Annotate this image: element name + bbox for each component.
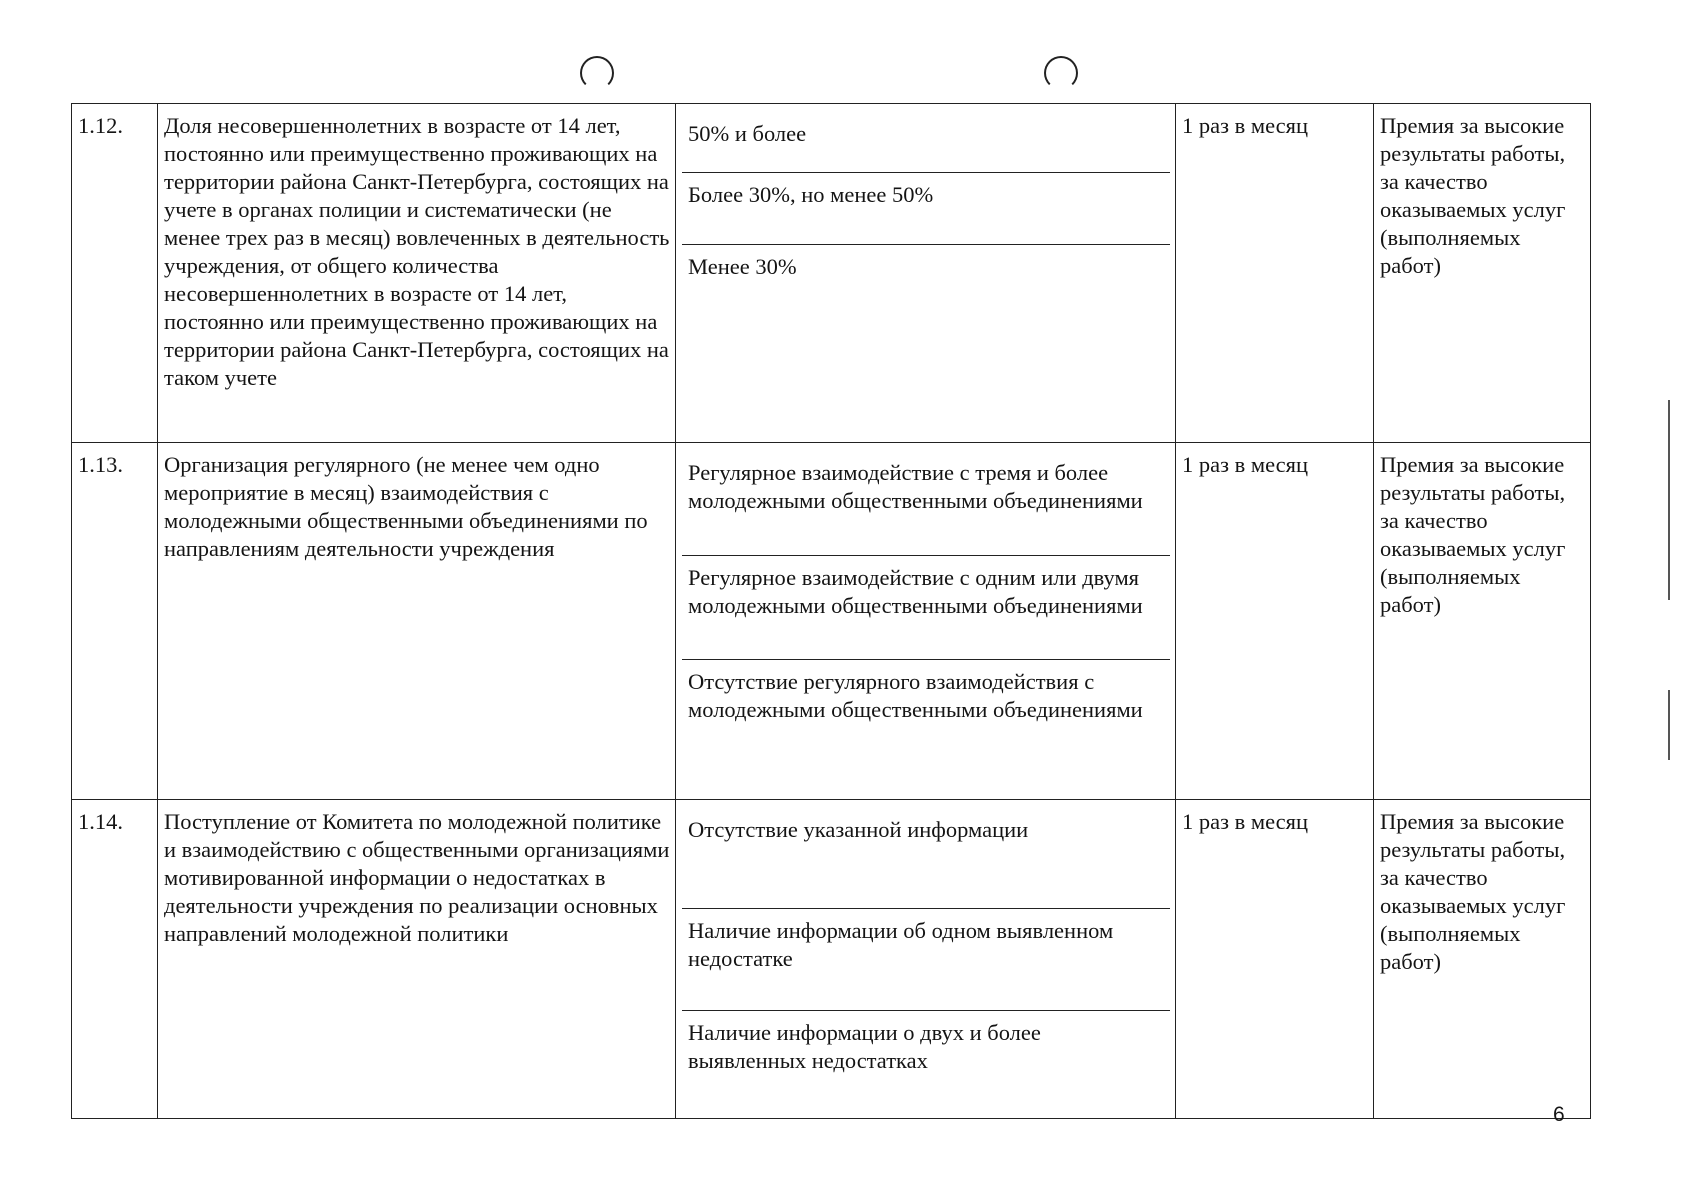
criterion-option: Наличие информации об одном выявленном недостатке [682,909,1170,1011]
criterion-option: 50% и более [682,112,1170,173]
row-number: 1.14. [72,800,158,1119]
row-number: 1.12. [72,104,158,443]
scan-edge-mark [1668,400,1670,600]
criterion-option: Регулярное взаимодействие с одним или двумя молодежными общественными объединениями [682,556,1170,660]
row-number: 1.13. [72,443,158,800]
criteria-cell [676,800,1176,1119]
scan-edge-mark [1668,690,1670,760]
criteria-cell [676,443,1176,800]
table-row [72,104,1591,443]
table-row [72,800,1591,1119]
criterion-option: Отсутствие указанной информации [682,808,1170,909]
criteria-table [71,103,1591,1119]
table-row [72,443,1591,800]
criteria-cell [676,104,1176,443]
prize-type: Премия за высокие результаты работы, за качество оказываемых услуг (выполняемых работ) [1374,800,1591,1119]
criterion-option: Менее 30% [688,254,797,279]
binding-hole-mark [580,56,614,90]
indicator-description: Поступление от Комитета по молодежной политике и взаимодействию с общественными организациями мотивированной информации о недостатках в деятельности учреждения по реализации основных направлений молодежной политики [158,800,676,1119]
prize-type: Премия за высокие результаты работы, за качество оказываемых услуг (выполняемых работ) [1374,104,1591,443]
criterion-option: Более 30%, но менее 50% [682,173,1170,245]
prize-type: Премия за высокие результаты работы, за качество оказываемых услуг (выполняемых работ) [1374,443,1591,800]
indicator-description: Доля несовершеннолетних в возрасте от 14 лет, постоянно или преимущественно проживающих на территории района Санкт-Петербурга, состоящих на учете в органах полиции и систематически (не менее трех раз в месяц) вовлеченных в деятельность учреждения, от общего количества несовершеннолетних в возрасте от 14 лет, постоянно или преимущественно проживающих на территории района Санкт-Петербурга, состоящих на таком учете [158,104,676,443]
frequency: 1 раз в месяц [1176,104,1374,443]
criterion-option: Наличие информации о двух и более выявленных недостатках [688,1020,1041,1073]
criterion-option: Отсутствие регулярного взаимодействия с молодежными общественными объединениями [688,669,1143,722]
criterion-option: Регулярное взаимодействие с тремя и более молодежными общественными объединениями [682,451,1170,556]
frequency: 1 раз в месяц [1176,800,1374,1119]
indicator-description: Организация регулярного (не менее чем одно мероприятие в месяц) взаимодействия с молодежными общественными объединениями по направлениям деятельности учреждения [158,443,676,800]
page-number: 6 [1553,1103,1565,1126]
binding-hole-mark [1044,56,1078,90]
frequency: 1 раз в месяц [1176,443,1374,800]
